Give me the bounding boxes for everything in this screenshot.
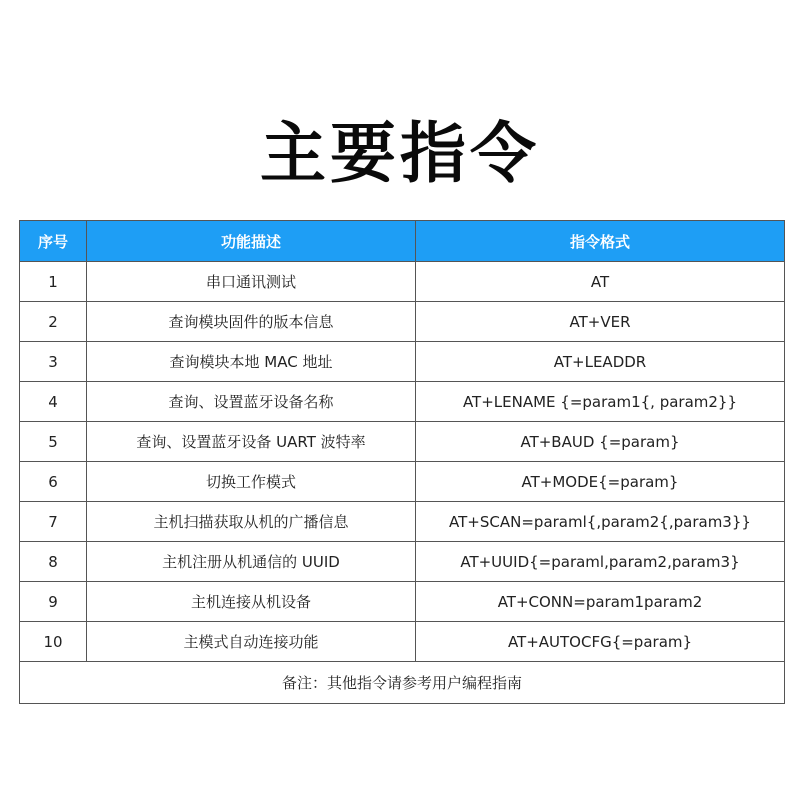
table-note-row (20, 662, 785, 704)
row-command-format: AT+MODE{=param} (416, 462, 785, 502)
header-number: 序号 (20, 221, 87, 262)
table-row (20, 342, 785, 382)
row-command-format: AT+SCAN=paraml{,param2{,param3}} (416, 502, 785, 542)
row-number: 1 (20, 262, 87, 302)
row-description: 查询模块固件的版本信息 (87, 302, 416, 342)
table-row (20, 262, 785, 302)
row-command-format: AT+UUID{=paraml,param2,param3} (416, 542, 785, 582)
row-description: 查询、设置蓝牙设备名称 (87, 382, 416, 422)
row-description: 串口通讯测试 (87, 262, 416, 302)
row-description: 主机连接从机设备 (87, 582, 416, 622)
row-command-format: AT+CONN=param1param2 (416, 582, 785, 622)
row-number: 8 (20, 542, 87, 582)
page-title: 主要指令 (260, 115, 540, 192)
row-description: 切换工作模式 (87, 462, 416, 502)
header-description: 功能描述 (87, 221, 416, 262)
table-row (20, 582, 785, 622)
row-command-format: AT+LEADDR (416, 342, 785, 382)
row-description: 查询、设置蓝牙设备 UART 波特率 (87, 422, 416, 462)
row-number: 9 (20, 582, 87, 622)
row-number: 2 (20, 302, 87, 342)
table-row (20, 622, 785, 662)
row-command-format: AT+VER (416, 302, 785, 342)
table-row (20, 382, 785, 422)
table-row (20, 462, 785, 502)
row-description: 主机扫描获取从机的广播信息 (87, 502, 416, 542)
row-number: 3 (20, 342, 87, 382)
command-table (19, 220, 785, 704)
table-row (20, 302, 785, 342)
row-description: 查询模块本地 MAC 地址 (87, 342, 416, 382)
row-number: 6 (20, 462, 87, 502)
row-command-format: AT+BAUD {=param} (416, 422, 785, 462)
table-row (20, 502, 785, 542)
table-row (20, 542, 785, 582)
header-command-format: 指令格式 (416, 221, 785, 262)
row-description: 主机注册从机通信的 UUID (87, 542, 416, 582)
table-note: 备注：其他指令请参考用户编程指南 (20, 662, 785, 704)
row-number: 4 (20, 382, 87, 422)
table-row (20, 422, 785, 462)
row-number: 7 (20, 502, 87, 542)
row-command-format: AT (416, 262, 785, 302)
table-header-row (20, 221, 785, 262)
row-number: 5 (20, 422, 87, 462)
row-command-format: AT+LENAME {=param1{, param2}} (416, 382, 785, 422)
row-number: 10 (20, 622, 87, 662)
row-description: 主模式自动连接功能 (87, 622, 416, 662)
row-command-format: AT+AUTOCFG{=param} (416, 622, 785, 662)
